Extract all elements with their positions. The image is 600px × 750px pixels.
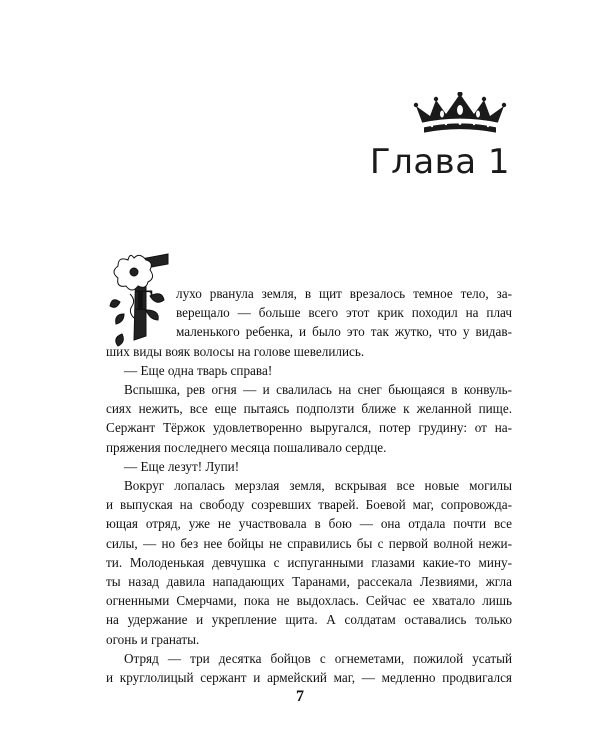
page-number: 7	[296, 688, 304, 705]
text-line: сиях нежить, все еще пытаясь подползти ближе к желанной пище.	[106, 401, 512, 417]
text-line: и выпуская на свободу созревших тварей. Боевой маг, сопровожда-	[106, 497, 512, 513]
dropcap-letter: Г	[135, 284, 155, 317]
text-line: Вспышка, рев огня — и свалилась на снег бьющаяся в конвуль-	[124, 382, 512, 398]
chapter-title: Глава 1	[369, 142, 510, 182]
text-line: маленького ребенка, и было это так жутко, что у видав-	[176, 324, 512, 340]
text-line: ти. Молоденькая девчушка с испуганными глазами какие-то мину-	[106, 554, 512, 570]
text-line: ющая отряд, уже не участвовала в бою — она отдала почти все	[106, 516, 512, 532]
text-line: огонь и гранаты.	[106, 631, 200, 647]
text-line: — Еще одна тварь справа!	[124, 362, 273, 378]
crown-ornament-icon	[412, 92, 508, 140]
text-line: огненными Смерчами, пока не выдохлась. Сейчас ее хватало лишь	[106, 593, 512, 609]
body-text	[106, 284, 512, 687]
text-line: ты назад давила нападающих Таранами, рассекала Лезвиями, жгла	[106, 574, 512, 590]
text-line: лухо рванула земля, в щит врезалось темное тело, за-	[176, 286, 512, 301]
text-line: Отряд — три десятка бойцов с огнеметами, пожилой усатый	[124, 650, 512, 666]
text-line: и круглолицый сержант и армейский маг, — медленно продвигался	[106, 670, 512, 686]
text-line: пряжения последнего месяца пошаливало сердце.	[106, 439, 387, 455]
text-line: ших виды вояк волосы на голове шевелились.	[106, 343, 365, 359]
text-line: силы, — но без нее бойцы не справились бы с первой волной нежи-	[106, 535, 512, 551]
text-line: — Еще лезут! Лупи!	[124, 458, 240, 474]
text-line: на удержание и укрепление щита. А солдатам оставались только	[106, 612, 512, 628]
text-line: Вокруг лопалась мерзлая земля, вскрывая все новые могилы	[124, 478, 512, 494]
text-line: верещало — больше всего этот крик походил на плач	[176, 305, 512, 321]
text-line: Сержант Тёржок удовлетворенно выругался, потер грудину: от на-	[106, 420, 512, 436]
